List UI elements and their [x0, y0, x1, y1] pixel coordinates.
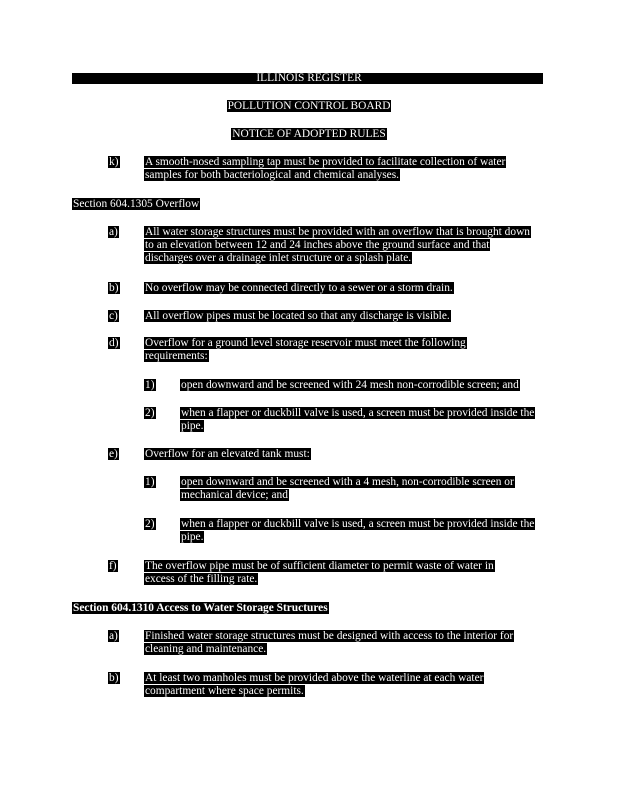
section-1310-heading: Section 604.1310 Access to Water Storage Structures — [73, 602, 328, 614]
item-c-marker: c) — [109, 310, 118, 322]
item-e2-text: when a flapper or duckbill valve is used, a screen must be provided inside the pipe. — [181, 518, 535, 543]
item-b-text: No overflow may be connected directly to a sewer or a storm drain. — [145, 282, 453, 294]
item-1310a-marker: a) — [109, 630, 118, 642]
item-d-marker: d) — [109, 337, 119, 349]
item-f-marker: f) — [109, 560, 117, 572]
board-title: POLLUTION CONTROL BOARD — [227, 100, 391, 112]
register-title: ILLINOIS REGISTER — [256, 72, 362, 84]
item-f-text: The overflow pipe must be of sufficient diameter to permit waste of water in excess of the filling rate. — [145, 560, 494, 585]
item-1310a-text: Finished water storage structures must be designed with access to the interior for cleaning and maintenance. — [145, 630, 514, 655]
item-b-marker: b) — [109, 282, 119, 294]
item-k-marker: k) — [109, 156, 119, 168]
item-d2-marker: 2) — [145, 407, 155, 419]
item-e-marker: e) — [109, 448, 118, 460]
notice-title: NOTICE OF ADOPTED RULES — [232, 128, 386, 140]
item-1310b-marker: b) — [109, 672, 119, 684]
item-k-text: A smooth-nosed sampling tap must be provided to facilitate collection of water samples for both bacteriological and chemical analyses. — [145, 156, 506, 181]
item-a-text: All water storage structures must be provided with an overflow that is brought down to an elevation between 12 and 24 inches above the ground surface and that discharges over a drainage inlet structure or a splash plate. — [145, 226, 530, 264]
item-1310b-text: At least two manholes must be provided above the waterline at each water compartment where space permits. — [145, 672, 484, 697]
section-1305-heading: Section 604.1305 Overflow — [73, 198, 200, 210]
item-d1-text: open downward and be screened with 24 mesh non-corrodible screen; and — [181, 379, 519, 391]
item-c-text: All overflow pipes must be located so that any discharge is visible. — [145, 310, 450, 322]
item-e1-text: open downward and be screened with a 4 mesh, non-corrodible screen or mechanical device; and — [181, 476, 514, 501]
item-a-marker: a) — [109, 226, 118, 238]
item-d-text: Overflow for a ground level storage reservoir must meet the following requirements: — [145, 337, 466, 362]
item-e-text: Overflow for an elevated tank must: — [145, 448, 310, 460]
item-e2-marker: 2) — [145, 518, 155, 530]
item-d1-marker: 1) — [145, 379, 155, 391]
item-e1-marker: 1) — [145, 476, 155, 488]
item-d2-text: when a flapper or duckbill valve is used, a screen must be provided inside the pipe. — [181, 407, 535, 432]
